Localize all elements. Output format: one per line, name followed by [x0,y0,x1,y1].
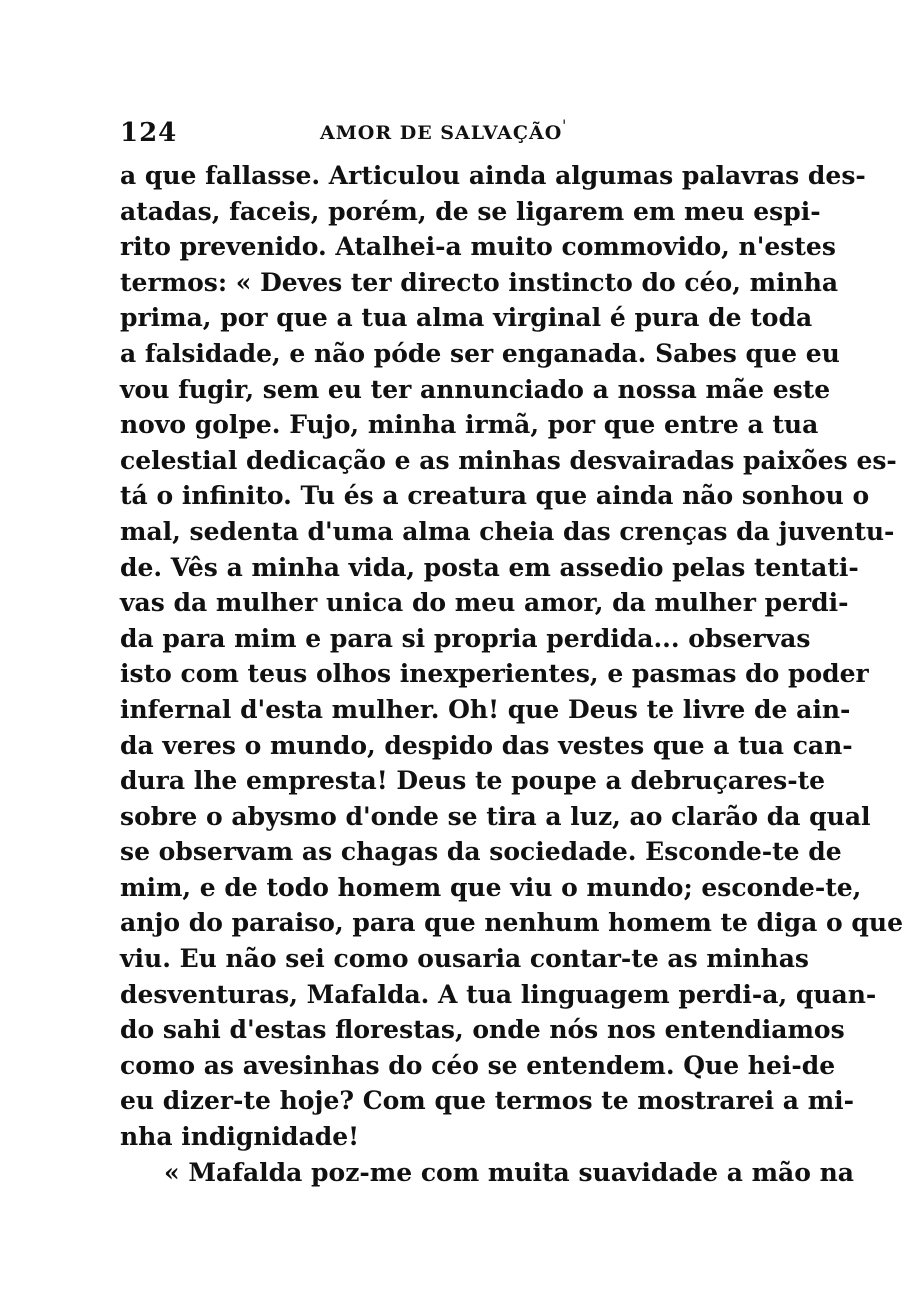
text-line: anjo do paraiso, para que nenhum homem te diga o que [120,908,903,938]
text-line: eu dizer-te hoje? Com que termos te mostrarei a mi- [120,1086,855,1116]
text-line: sobre o abysmo d'onde se tira a luz, ao clarão da qual [120,801,871,831]
body-text [120,158,903,1190]
text-line: celestial dedicação e as minhas desvairadas paixões es- [120,445,897,475]
running-title: AMOR DE SALVAÇÃO [320,122,563,144]
text-line: mal, sedenta d'uma alma cheia das crenças da juventu- [120,516,895,546]
text-line: desventuras, Mafalda. A tua linguagem perdi-a, quan- [120,979,877,1009]
text-line: como as avesinhas do céo se entendem. Que hei-de [120,1050,836,1080]
text-line: infernal d'esta mulher. Oh! que Deus te livre de ain- [120,694,851,724]
text-line: a falsidade, e não póde ser enganada. Sabes que eu [120,338,840,368]
text-line: termos: « Deves ter directo instincto do céo, minha [120,267,839,297]
text-line: de. Vês a minha vida, posta em assedio pelas tentati- [120,552,859,582]
text-line: mim, e de todo homem que viu o mundo; esconde-te, [120,872,862,902]
text-line: a que fallasse. Articulou ainda algumas palavras des- [120,161,866,190]
text-line-paragraph-end: nha indignidade! [120,1122,360,1152]
text-line: prima, por que a tua alma virginal é pura de toda [120,303,813,333]
text-line: atadas, faceis, porém, de se ligarem em meu espi- [120,196,821,226]
text-line: se observam as chagas da sociedade. Esconde-te de [120,837,842,867]
text-line: dura lhe empresta! Deus te poupe a debruçares-te [120,766,826,796]
text-line: rito prevenido. Atalhei-a muito commovido, n'estes [120,232,836,262]
text-line: novo golpe. Fujo, minha irmã, por que entre a tua [120,410,819,440]
text-line: da para mim e para si propria perdida... observas [120,623,811,653]
text-line-paragraph-start: « Mafalda poz-me com muita suavidade a mão na [164,1157,855,1187]
text-line: da veres o mundo, despido das vestes que a tua can- [120,730,853,760]
text-line: vou fugir, sem eu ter annunciado a nossa mãe este [120,374,831,404]
text-line: vas da mulher unica do meu amor, da mulher perdi- [120,588,849,618]
header-mark: ' [562,116,567,135]
page-number: 124 [120,118,178,148]
text-line: isto com teus olhos inexperientes, e pasmas do poder [120,659,869,689]
text-line: viu. Eu não sei como ousaria contar-te as minhas [120,944,809,974]
page-header [120,112,760,152]
text-line: tá o infinito. Tu és a creatura que ainda não sonhou o [120,481,870,511]
text-line: do sahi d'estas florestas, onde nós nos entendiamos [120,1015,845,1045]
